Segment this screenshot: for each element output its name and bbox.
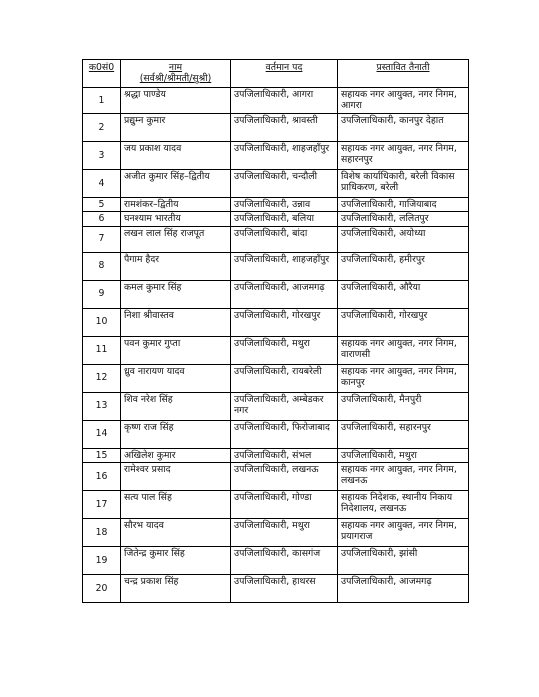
cell-current-post: उपजिलाधिकारी, कासगंज — [231, 547, 338, 575]
cell-proposed-posting: उपजिलाधिकारी, मैनपुरी — [338, 392, 469, 420]
cell-serial-number: 4 — [83, 169, 121, 197]
cell-current-post: उपजिलाधिकारी, चन्दौली — [231, 169, 338, 197]
table-row — [83, 547, 469, 575]
cell-proposed-posting: सहायक निदेशक, स्थानीय निकाय निदेशालय, लखनऊ — [338, 491, 469, 519]
cell-name: रामशंकर–द्वितीय — [121, 197, 231, 211]
cell-current-post: उपजिलाधिकारी, शाहजहाँपुर — [231, 252, 338, 280]
cell-serial-number: 15 — [83, 448, 121, 462]
cell-current-post: उपजिलाधिकारी, बलिया — [231, 212, 338, 226]
cell-serial-number: 6 — [83, 212, 121, 226]
cell-serial-number: 11 — [83, 336, 121, 364]
table-row — [83, 336, 469, 364]
cell-serial-number: 17 — [83, 491, 121, 519]
cell-proposed-posting: उपजिलाधिकारी, कानपुर देहात — [338, 113, 469, 141]
cell-proposed-posting: सहायक नगर आयुक्त, नगर निगम, आगरा — [338, 88, 469, 114]
cell-name: श्रद्धा पाण्डेय — [121, 88, 231, 114]
header-name-title: नाम — [168, 62, 183, 73]
cell-current-post: उपजिलाधिकारी, अम्बेडकर नगर — [231, 392, 338, 420]
table-row — [83, 519, 469, 547]
cell-name: कमल कुमार सिंह — [121, 280, 231, 308]
table-row — [83, 197, 469, 211]
cell-current-post: उपजिलाधिकारी, गोरखपुर — [231, 308, 338, 336]
cell-proposed-posting: उपजिलाधिकारी, आजमगढ़ — [338, 575, 469, 603]
cell-serial-number: 9 — [83, 280, 121, 308]
cell-current-post: उपजिलाधिकारी, फिरोजाबाद — [231, 420, 338, 448]
table-header-row — [83, 60, 469, 88]
cell-proposed-posting: उपजिलाधिकारी, झांसी — [338, 547, 469, 575]
cell-name: पवन कुमार गुप्ता — [121, 336, 231, 364]
cell-serial-number: 13 — [83, 392, 121, 420]
table-row — [83, 141, 469, 169]
cell-name: जितेन्द्र कुमार सिंह — [121, 547, 231, 575]
cell-name: ध्रुव नारायण यादव — [121, 364, 231, 392]
cell-current-post: उपजिलाधिकारी, लखनऊ — [231, 463, 338, 491]
header-current-post: वर्तमान पद — [231, 60, 338, 88]
cell-serial-number: 8 — [83, 252, 121, 280]
table-row — [83, 491, 469, 519]
cell-name: रामेश्वर प्रसाद — [121, 463, 231, 491]
cell-serial-number: 7 — [83, 226, 121, 252]
cell-name: अजीत कुमार सिंह–द्वितीय — [121, 169, 231, 197]
cell-proposed-posting: उपजिलाधिकारी, मथुरा — [338, 448, 469, 462]
cell-proposed-posting: सहायक नगर आयुक्त, नगर निगम, कानपुर — [338, 364, 469, 392]
cell-proposed-posting: सहायक नगर आयुक्त, नगर निगम, लखनऊ — [338, 463, 469, 491]
table-row — [83, 575, 469, 603]
table-row — [83, 463, 469, 491]
table-row — [83, 392, 469, 420]
cell-name: चन्द्र प्रकाश सिंह — [121, 575, 231, 603]
cell-proposed-posting: उपजिलाधिकारी, ललितपुर — [338, 212, 469, 226]
cell-name: अखिलेश कुमार — [121, 448, 231, 462]
cell-current-post: उपजिलाधिकारी, आगरा — [231, 88, 338, 114]
header-serial-number: क0सं0 — [83, 60, 121, 88]
table-row — [83, 88, 469, 114]
cell-current-post: उपजिलाधिकारी, संभल — [231, 448, 338, 462]
cell-proposed-posting: सहायक नगर आयुक्त, नगर निगम, वाराणसी — [338, 336, 469, 364]
cell-proposed-posting: उपजिलाधिकारी, गाजियाबाद — [338, 197, 469, 211]
table-row — [83, 364, 469, 392]
table-row — [83, 226, 469, 252]
table-row — [83, 252, 469, 280]
table-row — [83, 308, 469, 336]
cell-name: सौरभ यादव — [121, 519, 231, 547]
cell-current-post: उपजिलाधिकारी, गोण्डा — [231, 491, 338, 519]
cell-serial-number: 12 — [83, 364, 121, 392]
cell-proposed-posting: सहायक नगर आयुक्त, नगर निगम, सहारनपुर — [338, 141, 469, 169]
cell-current-post: उपजिलाधिकारी, बांदा — [231, 226, 338, 252]
table-row — [83, 280, 469, 308]
header-name — [121, 60, 231, 88]
cell-serial-number: 19 — [83, 547, 121, 575]
cell-name: पैगाम हैदर — [121, 252, 231, 280]
transfer-table — [82, 59, 469, 603]
cell-current-post: उपजिलाधिकारी, मथुरा — [231, 336, 338, 364]
cell-proposed-posting: उपजिलाधिकारी, औरैया — [338, 280, 469, 308]
table-row — [83, 448, 469, 462]
cell-proposed-posting: उपजिलाधिकारी, हमीरपुर — [338, 252, 469, 280]
cell-name: सत्य पाल सिंह — [121, 491, 231, 519]
cell-name: कृष्ण राज सिंह — [121, 420, 231, 448]
cell-name: शिव नरेश सिंह — [121, 392, 231, 420]
cell-serial-number: 10 — [83, 308, 121, 336]
cell-current-post: उपजिलाधिकारी, हाथरस — [231, 575, 338, 603]
cell-name: प्रद्युम्न कुमार — [121, 113, 231, 141]
cell-current-post: उपजिलाधिकारी, रायबरेली — [231, 364, 338, 392]
cell-name: निशा श्रीवास्तव — [121, 308, 231, 336]
table-row — [83, 169, 469, 197]
cell-name: घनश्याम भारतीय — [121, 212, 231, 226]
table-row — [83, 113, 469, 141]
cell-current-post: उपजिलाधिकारी, मथुरा — [231, 519, 338, 547]
cell-name: लखन लाल सिंह राजपूत — [121, 226, 231, 252]
cell-proposed-posting: उपजिलाधिकारी, गोरखपुर — [338, 308, 469, 336]
cell-current-post: उपजिलाधिकारी, उन्नाव — [231, 197, 338, 211]
cell-current-post: उपजिलाधिकारी, आजमगढ़ — [231, 280, 338, 308]
cell-current-post: उपजिलाधिकारी, शाहजहाँपुर — [231, 141, 338, 169]
cell-serial-number: 20 — [83, 575, 121, 603]
cell-serial-number: 16 — [83, 463, 121, 491]
cell-serial-number: 1 — [83, 88, 121, 114]
cell-serial-number: 18 — [83, 519, 121, 547]
cell-serial-number: 3 — [83, 141, 121, 169]
cell-proposed-posting: सहायक नगर आयुक्त, नगर निगम, प्रयागराज — [338, 519, 469, 547]
cell-current-post: उपजिलाधिकारी, श्रावस्ती — [231, 113, 338, 141]
table-body — [83, 88, 469, 603]
table-row — [83, 212, 469, 226]
cell-proposed-posting: उपजिलाधिकारी, सहारनपुर — [338, 420, 469, 448]
cell-serial-number: 2 — [83, 113, 121, 141]
table-row — [83, 420, 469, 448]
cell-serial-number: 5 — [83, 197, 121, 211]
cell-serial-number: 14 — [83, 420, 121, 448]
header-name-subtitle: (सर्वश्री/श्रीमती/सुश्री) — [139, 73, 212, 85]
cell-proposed-posting: उपजिलाधिकारी, अयोध्या — [338, 226, 469, 252]
cell-proposed-posting: विशेष कार्याधिकारी, बरेली विकास प्राधिकरण, बरेली — [338, 169, 469, 197]
header-proposed-posting: प्रस्तावित तैनाती — [338, 60, 469, 88]
cell-name: जय प्रकाश यादव — [121, 141, 231, 169]
